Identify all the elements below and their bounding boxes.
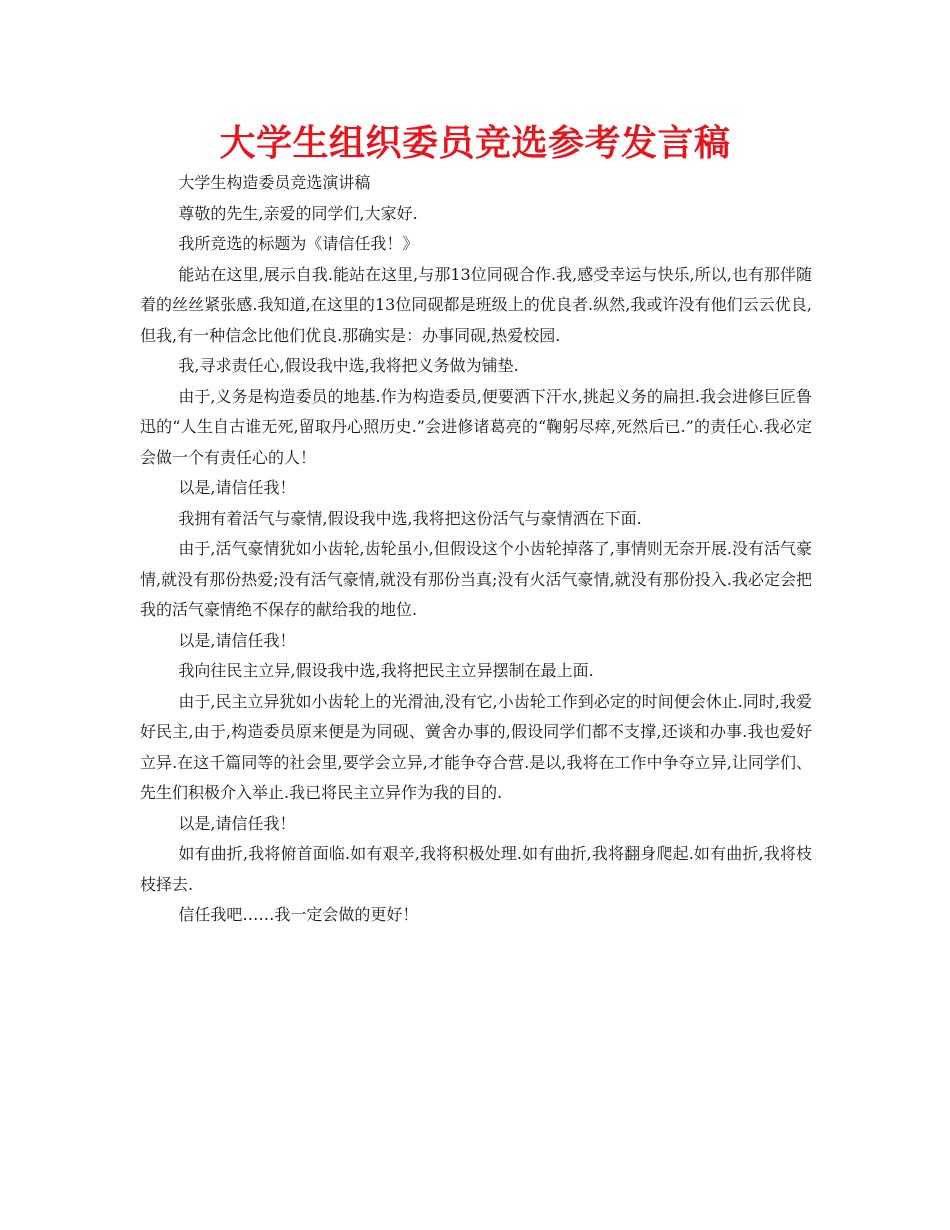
paragraph: 由于,活气豪情犹如小齿轮,齿轮虽小,但假设这个小齿轮掉落了,事情则无奈开展.没有活气豪情,就没有那份热爱;没有活气豪情,就没有那份当真;没有火活气豪情,就没有那份投入.我必定会把我的活气豪情绝不保存的献给我的地位. xyxy=(140,539,812,619)
document-body xyxy=(140,168,812,931)
paragraph: 以是,请信任我！ xyxy=(178,478,296,497)
paragraph: 以是,请信任我！ xyxy=(178,630,296,650)
paragraph-greeting: 尊敬的先生,亲爱的同学们,大家好. xyxy=(178,203,418,223)
paragraph: 我拥有着活气与豪情,假设我中选,我将把这份活气与豪情洒在下面. xyxy=(178,508,642,528)
paragraph-closing: 信任我吧……我一定会做的更好！ xyxy=(178,905,419,924)
paragraph: 我向往民主立异,假设我中选,我将把民主立异摆制在最上面. xyxy=(178,661,594,680)
document-title: 大学生组织委员竞选参考发言稿 xyxy=(219,123,731,164)
paragraph-topic: 我所竞选的标题为《请信任我！》 xyxy=(178,234,419,253)
paragraph: 由于,义务是构造委员的地基.作为构造委员,便要洒下汗水,挑起义务的扁担.我会进修巨匠鲁迅的“人生自古谁无死,留取丹心照历史.”会进修诸葛亮的“鞠躬尽瘁,死然后已.”的责任心.我必定会做一个有责任心的人！ xyxy=(140,386,812,467)
paragraph: 如有曲折,我将俯首面临.如有艰辛,我将积极处理.如有曲折,我将翻身爬起.如有曲折,我将枝枝择去. xyxy=(140,844,812,894)
paragraph: 以是,请信任我！ xyxy=(178,813,296,833)
paragraph-subtitle: 大学生构造委员竞选演讲稿 xyxy=(178,173,371,192)
paragraph: 能站在这里,展示自我.能站在这里,与那13位同砚合作.我,感受幸运与快乐,所以,也有那伴随着的丝丝紧张感.我知道,在这里的13位同砚都是班级上的优良者.纵然,我或许没有他们云云优良,但我,有一种信念比他们优良.那确实是：办事同砚,热爱校园. xyxy=(140,264,812,345)
paragraph: 我,寻求责任心,假设我中选,我将把义务做为铺垫. xyxy=(178,356,519,375)
paragraph: 由于,民主立异犹如小齿轮上的光滑油,没有它,小齿轮工作到必定的时间便会休止.同时,我爱好民主,由于,构造委员原来便是为同砚、黉舍办事的,假设同学们都不支撑,还谈和办事.我也爱好立异.在这千篇同等的社会里,要学会立异,才能争夺合营.是以,我将在工作中争夺立异,让同学们、先生们积极介入举止.我已将民主立异作为我的目的. xyxy=(140,691,812,802)
